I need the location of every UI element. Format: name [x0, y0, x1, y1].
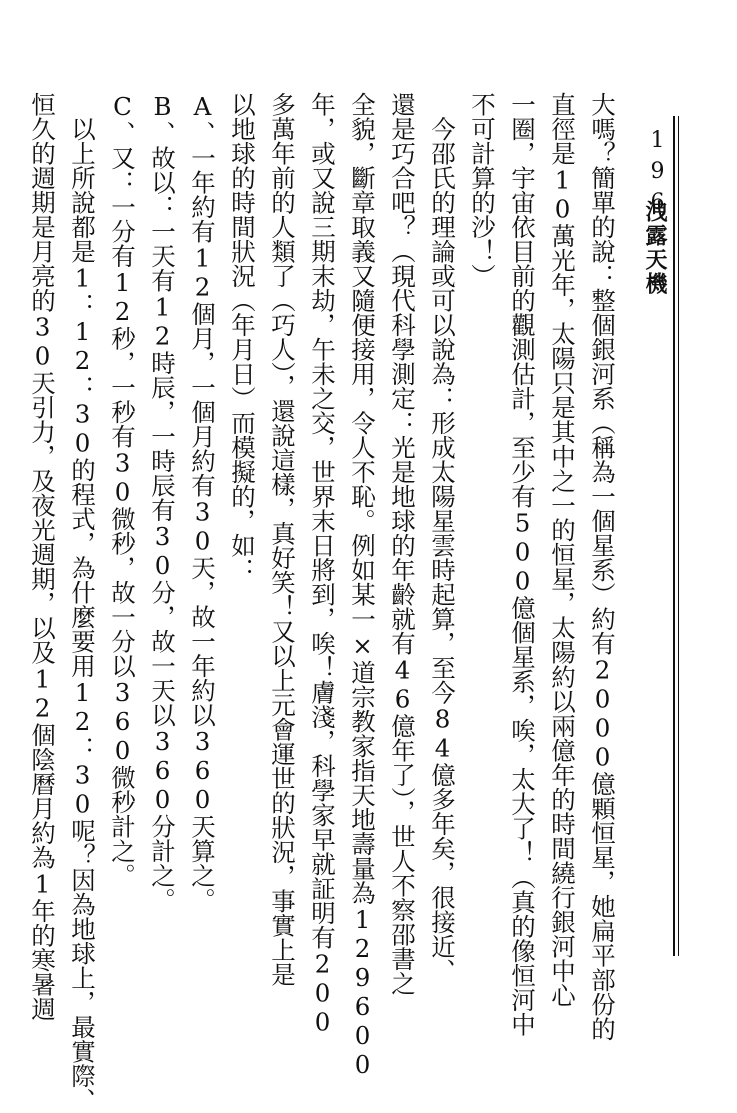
text-column-11: A、一年約有12個月，一個月約有30天，故一年約以360天算之。 [188, 92, 217, 912]
text-column-2: 直徑是10萬光年，太陽只是其中之一的恒星，太陽約以兩億年的時間繞行銀河中心 [548, 92, 577, 1008]
book-title: 洩露天機 [642, 200, 668, 296]
text-column-10: 以地球的時間狀況（年月日）而模擬的，如： [228, 92, 257, 582]
text-column-5: 今邵氏的理論或可以說為：形成太陽星雲時起算，至今84億多年矣，很接近、 [428, 92, 457, 983]
text-column-15: 恒久的週期是月亮的30天引力，及夜光週期，以及12個陰曆月約為1年的寒暑週 [28, 92, 57, 1021]
text-column-4: 不可計算的沙！） [468, 92, 497, 288]
text-column-8: 年，或又說三期末劫，午未之交，世界末日將到，唉！膚淺，科學家早就証明有200 [308, 92, 337, 1037]
text-column-9: 多萬年前的人類了（巧人），還說這樣，真好笑！又以上元會運世的狀況，事實上是 [268, 92, 297, 987]
text-column-1: 大嗎？簡單的說：整個銀河系（稱為一個星系）約有2000億顆恒星，她扁平部份的 [588, 92, 617, 1041]
text-column-7: 全貌，斷章取義又隨便接用，令人不恥。例如某一×道宗教家指天地壽量為129600 [348, 92, 377, 1079]
text-column-6: 還是巧合吧？（現代科學測定：光是地球的年齡就有46億年了），世人不察邵書之 [388, 92, 417, 996]
text-column-3: 一圈，宇宙依目前的觀測估計，至少有500億個星系，唉，太大了！（真的像恒河中 [508, 92, 537, 1037]
page-number: 196 [645, 128, 670, 221]
text-column-12: B、故以：一天有12時辰，一時辰有30分，故一天以360分計之。 [148, 92, 177, 912]
text-column-13: C、又：一分有12秒，一秒有30微秒，故一分以360微秒計之。 [108, 92, 137, 888]
text-column-14: 以上所說都是1：12：30的程式，為什麼要用12：30呢？因為地球上，最實際、 [68, 92, 97, 1113]
header-rule [673, 116, 679, 956]
